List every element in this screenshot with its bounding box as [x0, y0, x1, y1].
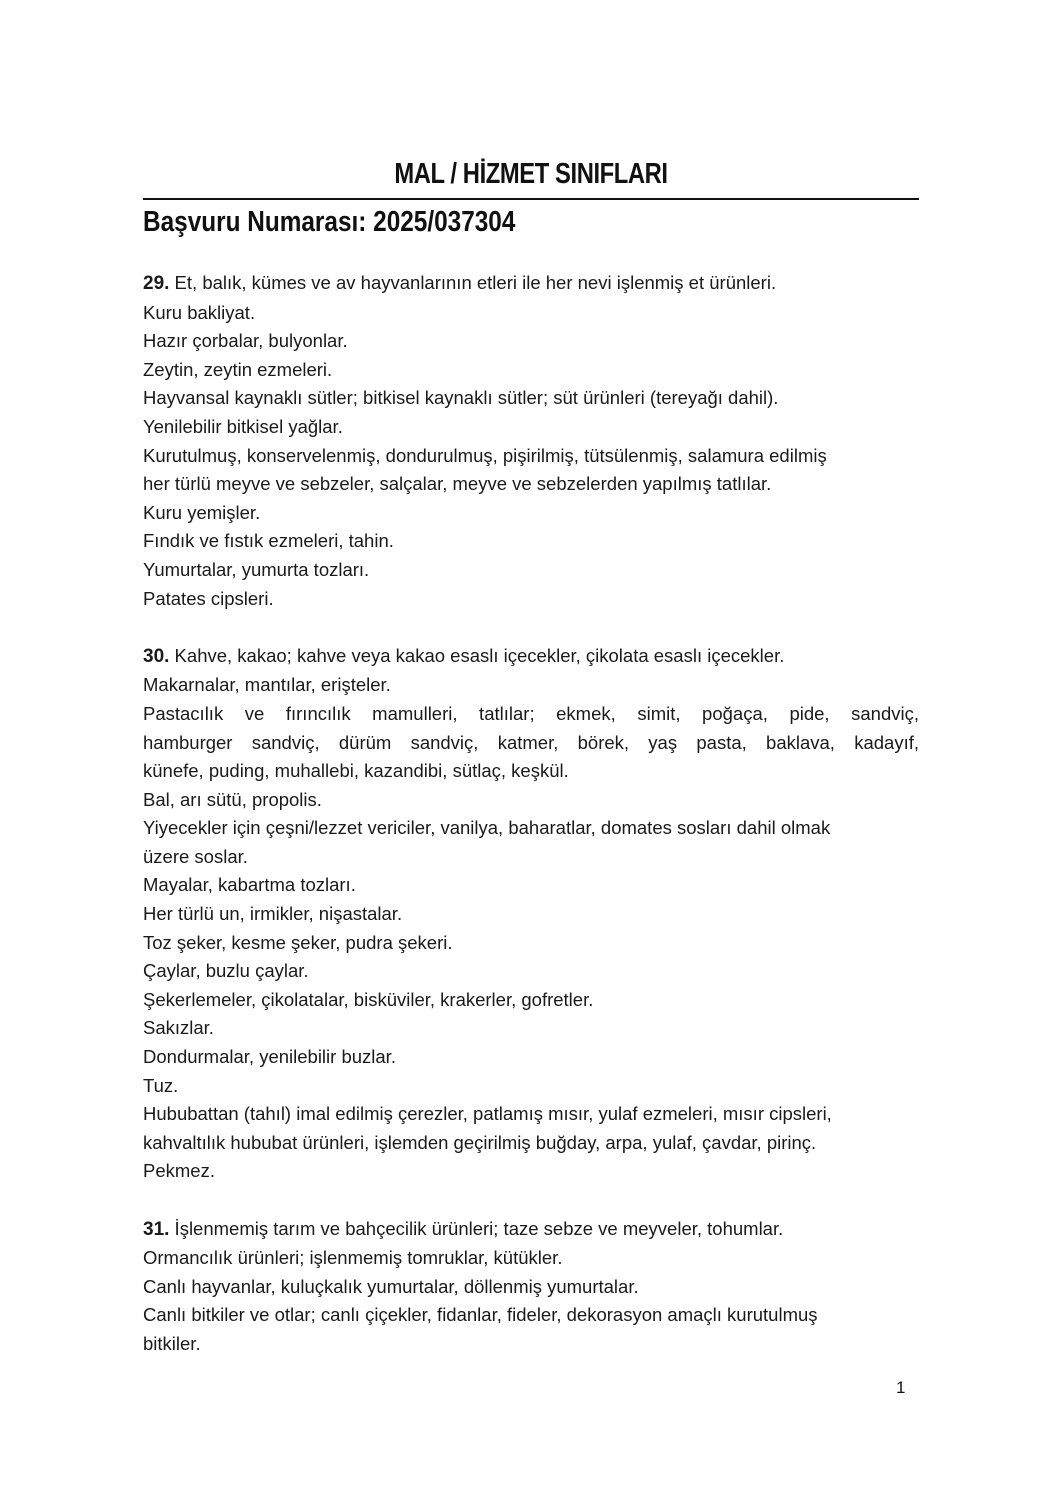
- class-line: üzere soslar.: [143, 845, 248, 867]
- class-line: Yumurtalar, yumurta tozları.: [143, 558, 370, 580]
- class-line: bitkiler.: [143, 1332, 201, 1354]
- class-line: Fındık ve fıstık ezmeleri, tahin.: [143, 530, 394, 552]
- class-line: Pekmez.: [143, 1160, 215, 1182]
- class-line: Patates cipsleri.: [143, 587, 274, 609]
- class-line: Şekerlemeler, çikolatalar, bisküviler, krakerler, gofretler.: [143, 988, 594, 1010]
- class-line: Yiyecekler için çeşni/lezzet vericiler, vanilya, baharatlar, domates sosları dahil olmak: [143, 817, 831, 839]
- classes-list: [143, 269, 919, 1387]
- class-line: Makarnalar, mantılar, erişteler.: [143, 674, 391, 696]
- class-line: Çaylar, buzlu çaylar.: [143, 960, 309, 982]
- class-line: Sakızlar.: [143, 1017, 214, 1039]
- class-number: 31.: [143, 1218, 170, 1240]
- class-line: Canlı bitkiler ve otlar; canlı çiçekler, fidanlar, fideler, dekorasyon amaçlı kurutulmuş: [143, 1304, 818, 1326]
- application-number: Başvuru Numarası: 2025/037304: [143, 206, 516, 238]
- class-line: 29. Et, balık, kümes ve av hayvanlarının etleri ile her nevi işlenmiş et ürünleri.: [143, 272, 777, 294]
- class-line: Ormancılık ürünleri; işlenmemiş tomruklar, kütükler.: [143, 1247, 563, 1269]
- class-line: Mayalar, kabartma tozları.: [143, 874, 356, 896]
- class-line: Yenilebilir bitkisel yağlar.: [143, 415, 343, 437]
- class-line: Tuz.: [143, 1074, 179, 1096]
- class-line: kahvaltılık hububat ürünleri, işlemden geçirilmiş buğday, arpa, yulaf, çavdar, pirinç.: [143, 1131, 817, 1153]
- class-line: Toz şeker, kesme şeker, pudra şekeri.: [143, 931, 453, 953]
- class-line: Bal, arı sütü, propolis.: [143, 788, 322, 810]
- class-line: Hayvansal kaynaklı sütler; bitkisel kaynaklı sütler; süt ürünleri (tereyağı dahil).: [143, 387, 779, 409]
- class-line: her türlü meyve ve sebzeler, salçalar, meyve ve sebzelerden yapılmış tatlılar.: [143, 473, 772, 495]
- class-line: Kuru bakliyat.: [143, 301, 256, 323]
- class-line: Zeytin, zeytin ezmeleri.: [143, 358, 333, 380]
- class-31: [143, 1215, 919, 1359]
- class-line: 31. İşlenmemiş tarım ve bahçecilik ürünleri; taze sebze ve meyveler, tohumlar.: [143, 1217, 784, 1240]
- class-line: 30. Kahve, kakao; kahve veya kakao esaslı içecekler, çikolata esaslı içecekler.: [143, 644, 785, 667]
- class-number: 30.: [143, 645, 170, 667]
- class-line: Kuru yemişler.: [143, 501, 261, 523]
- class-line: Dondurmalar, yenilebilir buzlar.: [143, 1046, 396, 1068]
- class-29: [143, 269, 919, 613]
- page-number: 1: [896, 1378, 906, 1397]
- class-line: Hububattan (tahıl) imal edilmiş çerezler, patlamış mısır, yulaf ezmeleri, mısır cipsleri,: [143, 1103, 832, 1125]
- title-divider: [143, 198, 919, 200]
- class-line: hamburger sandviç, dürüm sandviç, katmer, börek, yaş pasta, baklava, kadayıf,: [143, 731, 919, 753]
- class-line: Pastacılık ve fırıncılık mamulleri, tatlılar; ekmek, simit, poğaça, pide, sandviç,: [143, 702, 919, 724]
- class-line: Hazır çorbalar, bulyonlar.: [143, 330, 348, 352]
- class-number: 29.: [143, 273, 170, 294]
- page-title: MAL / HİZMET SINIFLARI: [394, 158, 668, 190]
- class-line: künefe, puding, muhallebi, kazandibi, sütlaç, keşkül.: [143, 760, 569, 782]
- class-line: Canlı hayvanlar, kuluçkalık yumurtalar, döllenmiş yumurtalar.: [143, 1275, 639, 1297]
- class-line: Her türlü un, irmikler, nişastalar.: [143, 903, 403, 925]
- class-line: Kurutulmuş, konservelenmiş, dondurulmuş, pişirilmiş, tütsülenmiş, salamura edilmiş: [143, 444, 827, 466]
- class-30: [143, 642, 919, 1186]
